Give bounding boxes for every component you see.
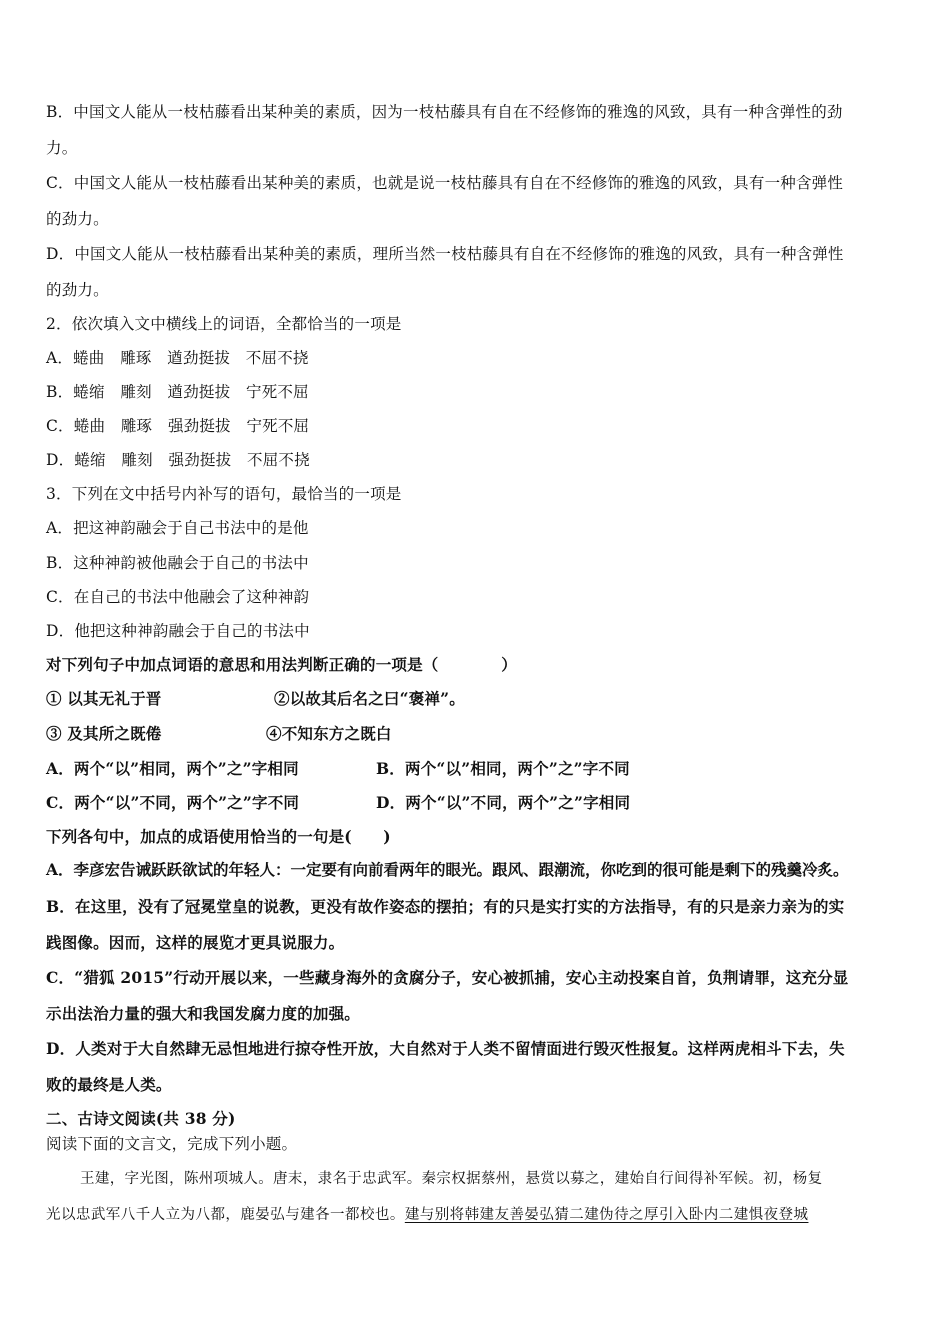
section-instruction: 阅读下面的文言文，完成下列小题。 <box>46 1135 298 1153</box>
q-words-option-c: C．两个“以”不同，两个”之”字不同 <box>46 793 300 812</box>
q-words-sentence-1: ① 以其无礼于晋 <box>46 689 162 708</box>
q1-option-c-line1: C．中国文人能从一枝枯藤看出某种美的素质，也就是说一枝枯藤具有自在不经修饰的雅逸的风致，具有一种含弹性 <box>46 174 844 192</box>
q1-option-b-line1: B．中国文人能从一枝枯藤看出某种美的素质，因为一枝枯藤具有自在不经修饰的雅逸的风致，具有一种含弹性的劲 <box>46 103 843 121</box>
q-words-sentences-row1 <box>46 689 906 709</box>
q3-option-a: A．把这神韵融会于自己书法中的是他 <box>46 519 309 537</box>
q-words-sentence-3: ③ 及其所之既倦 <box>46 724 162 743</box>
q-idiom-stem: 下列各句中，加点的成语使用恰当的一句是( ) <box>46 827 391 846</box>
q-idiom-option-c-line2: 示出法治力量的强大和我国发腐力度的加强。 <box>46 1004 361 1023</box>
q-words-sentence-4: ④不知东方之既白 <box>266 724 392 743</box>
q2-option-d: D．蜷缩 雕刻 强劲挺拔 不屈不挠 <box>46 451 310 469</box>
q-words-stem: 对下列句子中加点词语的意思和用法判断正确的一项是（ ） <box>46 655 518 674</box>
q-words-option-b: B．两个“以”相同，两个”之”字不同 <box>376 759 630 778</box>
q1-option-c-line2: 的劲力。 <box>46 210 109 228</box>
q-idiom-option-a: A．李彦宏告诫跃跃欲试的年轻人：一定要有向前看两年的眼光。跟风、跟潮流，你吃到的很可能是剩下的残羹冷炙。 <box>46 860 849 879</box>
q-idiom-option-d-line1: D．人类对于大自然肆无忌怛地进行掠夺性开放，大自然对于人类不留情面进行毁灭性报复。这样两虎相斗下去，失 <box>46 1039 845 1058</box>
q-idiom-option-b-line2: 践图像。因而，这样的展览才更具说服力。 <box>46 933 345 952</box>
classical-passage-underlined-sentence: 建与别将韩建友善晏弘猜二建伪待之厚引入卧内二建惧夜登城 <box>404 1207 809 1223</box>
q-idiom-option-c-line1: C．“猎狐 2015”行动开展以来，一些藏身海外的贪腐分子，安心被抓捕，安心主动投案自首，负荆请罪，这充分显 <box>46 968 849 987</box>
q3-option-b: B．这种神韵被他融会于自己的书法中 <box>46 554 309 572</box>
q2-stem: 2．依次填入文中横线上的词语，全都恰当的一项是 <box>46 315 402 333</box>
q1-option-d-line2: 的劲力。 <box>46 281 109 299</box>
q2-option-c: C．蜷曲 雕琢 强劲挺拔 宁死不屈 <box>46 417 310 435</box>
q-idiom-option-b-line1: B．在这里，没有了冠冕堂皇的说教，更没有故作姿态的摆拍；有的只是实打实的方法指导，有的只是亲力亲为的实 <box>46 897 845 916</box>
q-words-sentence-2: ②以故其后名之曰“褒禅”。 <box>274 689 465 708</box>
q3-stem: 3．下列在文中括号内补写的语句，最恰当的一项是 <box>46 485 402 503</box>
q2-option-b: B．蜷缩 雕刻 遒劲挺拔 宁死不屈 <box>46 383 309 401</box>
classical-passage-line2 <box>46 1205 906 1225</box>
q-words-sentences-row2 <box>46 724 906 744</box>
q1-option-d-line1: D．中国文人能从一枝枯藤看出某种美的素质，理所当然一枝枯藤具有自在不经修饰的雅逸的风致，具有一种含弹性 <box>46 245 844 263</box>
q1-option-b-line2: 力。 <box>46 139 78 157</box>
q-words-options-row2 <box>46 793 906 813</box>
section-heading: 二、古诗文阅读(共 38 分) <box>46 1109 236 1128</box>
q-words-options-row1 <box>46 759 906 779</box>
q3-option-d: D．他把这种神韵融会于自己的书法中 <box>46 622 310 640</box>
q3-option-c: C．在自己的书法中他融会了这种神韵 <box>46 588 310 606</box>
q-words-option-d: D．两个“以”不同，两个”之”字相同 <box>376 793 631 812</box>
q-words-option-a: A．两个“以”相同，两个”之”字相同 <box>46 759 299 778</box>
classical-passage-line1: 王建，字光图，陈州项城人。唐末，隶名于忠武军。秦宗权据蔡州，悬赏以募之，建始自行间得补军候。初，杨复 <box>80 1171 823 1187</box>
classical-passage-line2-text: 光以忠武军八千人立为八都，鹿晏弘与建各一都校也。 <box>46 1207 405 1223</box>
q2-option-a: A．蜷曲 雕琢 遒劲挺拔 不屈不挠 <box>46 349 309 367</box>
q-idiom-option-d-line2: 败的最终是人类。 <box>46 1075 172 1094</box>
